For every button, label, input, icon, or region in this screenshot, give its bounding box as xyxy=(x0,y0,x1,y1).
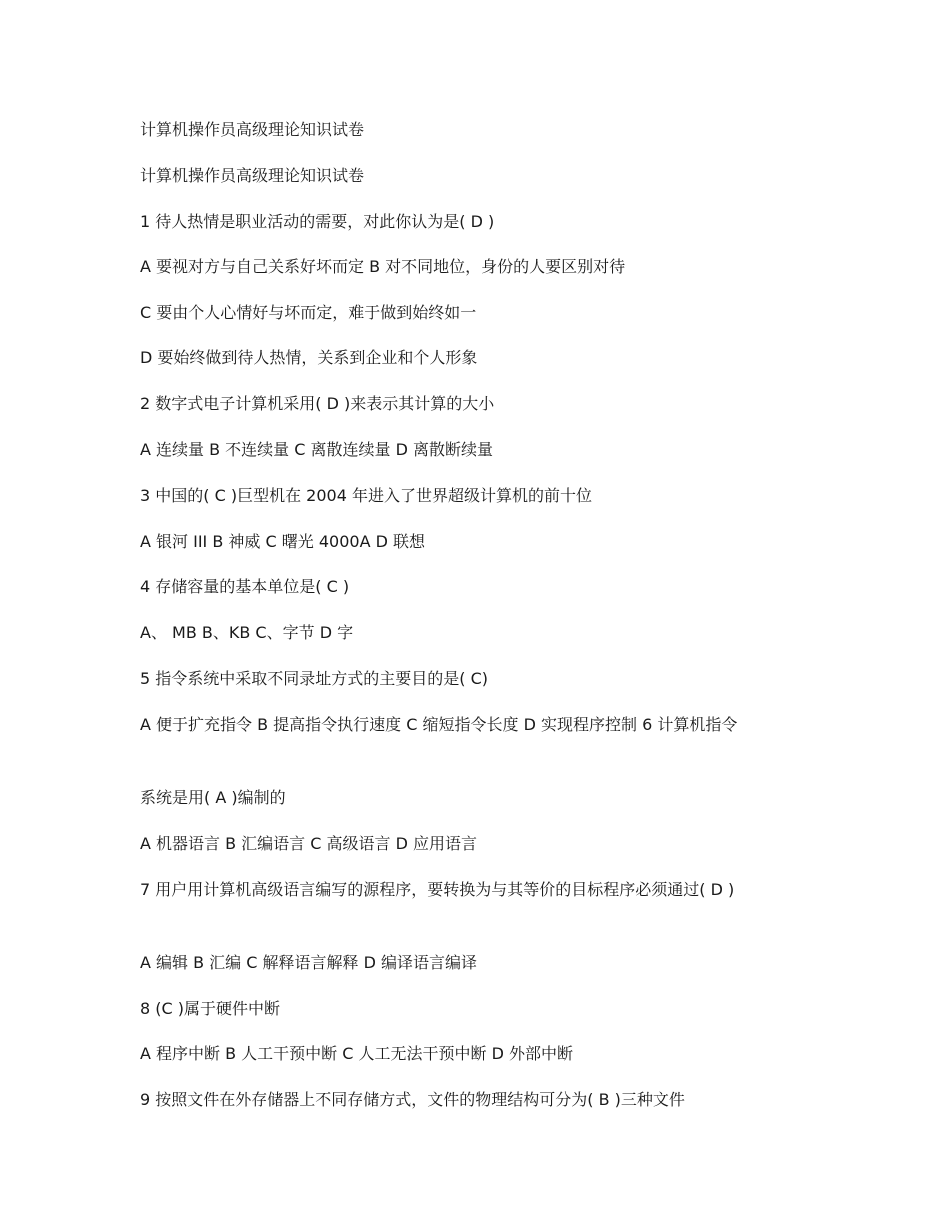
question-line: 系统是用( A )编制的 xyxy=(140,788,286,807)
document-subtitle: 计算机操作员高级理论知识试卷 xyxy=(140,166,365,185)
option-line: A、 MB B、KB C、字节 D 字 xyxy=(140,623,354,642)
question-line: 7 用户用计算机高级语言编写的源程序，要转换为与其等价的目标程序必须通过( D ) xyxy=(140,880,735,899)
document-title: 计算机操作员高级理论知识试卷 xyxy=(140,120,365,139)
option-line: A 机器语言 B 汇编语言 C 高级语言 D 应用语言 xyxy=(140,834,478,853)
option-line: C 要由个人心情好与坏而定，难于做到始终如一 xyxy=(140,303,477,322)
question-line: 4 存储容量的基本单位是( C ) xyxy=(140,577,350,596)
option-line: A 银河 III B 神威 C 曙光 4000A D 联想 xyxy=(140,532,426,551)
question-line: 9 按照文件在外存储器上不同存储方式，文件的物理结构可分为( B )三种文件 xyxy=(140,1090,685,1109)
question-line: 5 指令系统中采取不同录址方式的主要目的是( C) xyxy=(140,669,489,688)
option-line: A 编辑 B 汇编 C 解释语言解释 D 编译语言编译 xyxy=(140,953,478,972)
question-line: 2 数字式电子计算机采用( D )来表示其计算的大小 xyxy=(140,394,495,413)
option-line: A 便于扩充指令 B 提高指令执行速度 C 缩短指令长度 D 实现程序控制 6 计算机指令 xyxy=(140,715,738,734)
option-line: D 要始终做到待人热情，关系到企业和个人形象 xyxy=(140,348,478,367)
option-line: A 连续量 B 不连续量 C 离散连续量 D 离散断续量 xyxy=(140,440,494,459)
question-line: 3 中国的( C )巨型机在 2004 年进入了世界超级计算机的前十位 xyxy=(140,486,592,505)
question-line: 1 待人热情是职业活动的需要，对此你认为是( D ) xyxy=(140,212,495,231)
question-line: 8 (C )属于硬件中断 xyxy=(140,999,281,1018)
option-line: A 程序中断 B 人工干预中断 C 人工无法干预中断 D 外部中断 xyxy=(140,1044,574,1063)
option-line: A 要视对方与自己关系好坏而定 B 对不同地位，身份的人要区别对待 xyxy=(140,257,626,276)
